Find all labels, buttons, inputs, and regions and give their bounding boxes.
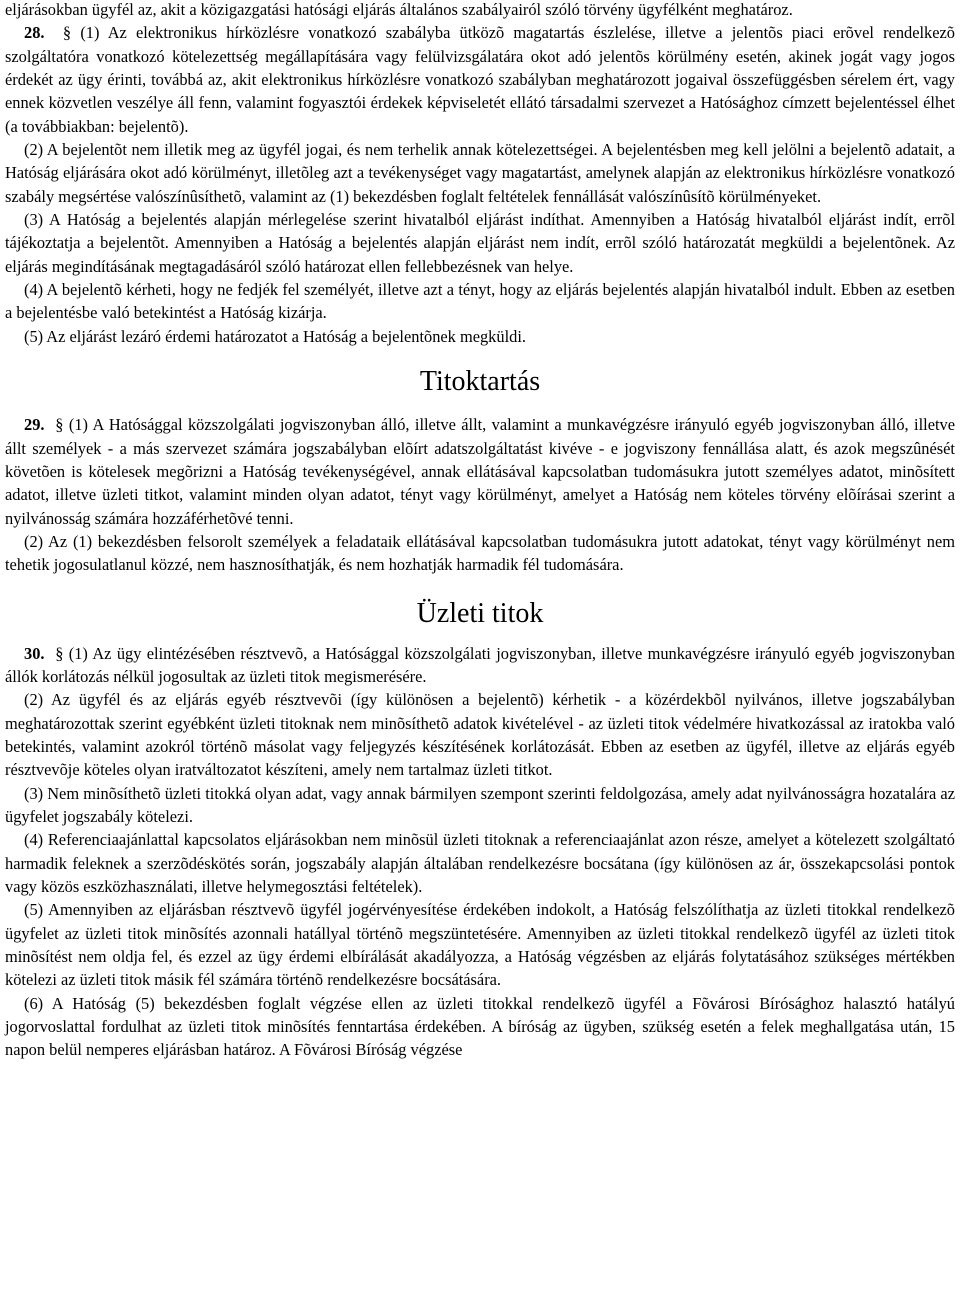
- section-sign: §: [55, 643, 64, 663]
- heading-uzleti-titok: Üzleti titok: [416, 597, 544, 629]
- section-28-paragraph-1: [5, 21, 955, 138]
- section-30-paragraph-4: (4) Referenciaajánlattal kapcsolatos eljárásokban nem minõsül üzleti titoknak a referenciaajánlat azon része, amelyet a kötelezett szolgáltató harmadik feleknek a szerzõdéskötés során, jogszabály alapján általában rendelkezésre bocsátana (így különösen az ár, összekapcsolási pontok vagy közös eszközhasználati, illetve helymegosztási feltételek).: [5, 830, 955, 896]
- section-number: 30.: [24, 643, 45, 663]
- section-number: 29.: [24, 415, 45, 435]
- heading-titoktartas: Titoktartás: [419, 366, 541, 398]
- section-30-paragraph-1: [5, 642, 955, 689]
- section-29-paragraph-1: [5, 413, 955, 530]
- paragraph-text: (1) Az elektronikus hírközlésre vonatkozó szabályba ütközõ magatartás észlelése, illetve a jelentõs piaci erõvel rendelkezõ szolgáltatóra vonatkozó kötelezettség megállapítására vagy felülvizsgálatára okot adó jelentõs körülmény esetén, akinek jogát vagy jogos érdekét az ügy érinti, továbbá az, akit elektronikus hírközlésre vonatkozó szabályban meghatározott jogaival összefüggésben sérelem ért, vagy ennek közvetlen veszélye áll fenn, valamint fogyasztói érdekek képviseletét ellátó társadalmi szervezet a Hatósághoz címzett bejelentéssel élhet (a továbbiakban: bejelentõ).: [5, 23, 955, 136]
- section-30-paragraph-3: (3) Nem minõsíthetõ üzleti titokká olyan adat, vagy annak bármilyen szempont szerinti feldolgozása, amely adat nyilvánosságra hozatalára az ügyfelet jogszabály kötelezi.: [5, 783, 955, 826]
- section-30-paragraph-6: (6) A Hatóság (5) bekezdésben foglalt végzése ellen az üzleti titokkal rendelkezõ ügyfél a Fõvárosi Bírósághoz halasztó hatályú jogorvoslattal fordulhat az üzleti titok minõsítés fenntartása érdekében. A bíróság az ügyben, szükség esetén a felek meghallgatása után, 15 napon belül nemperes eljárásban határoz. A Fõvárosi Bíróság végzése: [5, 993, 955, 1060]
- section-29-paragraph-2: (2) Az (1) bekezdésben felsorolt személyek a feladataik ellátásával kapcsolatban tudomásukra jutott adatokat, tényt vagy körülményt nem tehetik jogosulatlanul közzé, nem hasznosíthatják, és nem hozhatják harmadik fél tudomására.: [5, 531, 955, 575]
- section-28-paragraph-4: (4) A bejelentõ kérheti, hogy ne fedjék fel személyét, illetve azt a tényt, hogy az eljárás bejelentés alapján hivatalból indult. Ebben az esetben a bejelentésbe való betekintést a Hatóság kizárja.: [5, 280, 955, 323]
- section-28-paragraph-3: (3) A Hatóság a bejelentés alapján mérlegelése szerint hivatalból eljárást indíthat. Amennyiben a Hatóság hivatalból eljárást indít, errõl tájékoztatja a bejelentõt. Amennyiben a Hatóság a bejelentés alapján eljárást nem indít, errõl szóló határozatát megküldi a bejelentõnek. Az eljárás megindításának megtagadásáról szóló határozat ellen fellebbezésnek van helye.: [5, 210, 955, 276]
- section-number: 28.: [24, 23, 45, 43]
- section-30-paragraph-2: (2) Az ügyfél és az eljárás egyéb résztvevõi (így különösen a bejelentõ) kérhetik - a közérdekbõl nyilvános, illetve jogszabályban meghatározottak szerint egyébként üzleti titoknak nem minõsíthetõ adatok kivételével - az üzleti titok védelmére hivatkozással az iratokba való betekintés, valamint azokról történõ másolat vagy feljegyzés készítésének korlátozását. Ebben az esetben az ügyfél, illetve az eljárás egyéb résztvevõje köteles olyan iratváltozatot készíteni, amely nem tartalmaz üzleti titkot.: [5, 690, 955, 780]
- paragraph-intro: eljárásokban ügyfél az, akit a közigazgatási hatósági eljárás általános szabályairól szóló törvény ügyfélként meghatároz.: [5, 0, 793, 19]
- paragraph-text: (1) Az ügy elintézésében résztvevõ, a Hatósággal közszolgálati jogviszonyban, illetve munkavégzésre irányuló egyéb jogviszonyban állók korlátozás nélkül jogosultak az üzleti titok megismerésére.: [5, 643, 955, 686]
- section-sign: §: [62, 23, 72, 43]
- section-28-paragraph-2: (2) A bejelentõt nem illetik meg az ügyfél jogai, és nem terhelik annak kötelezettségei. A bejelentésben meg kell jelölni a bejelentõ adatait, a Hatóság eljárására okot adó körülményt, illetõleg azt a tevékenységet vagy magatartást, amelynek alapján az elektronikus hírközlésre vonatkozó szabály megsértése valószínûsíthetõ, valamint az (1) bekezdésben foglalt feltételek fennállását valószínûsítõ körülményeket.: [5, 140, 955, 206]
- paragraph-text: (1) A Hatósággal közszolgálati jogviszonyban álló, illetve állt, valamint a munkavégzésre irányuló egyéb jogviszonyban álló, illetve állt személyek - a más szervezet számára jogszabályban elõírt adatszolgáltatást kivéve - e jogviszony fennállása alatt, és azok megszûnését követõen is kötelesek megõrizni a Hatóság tevékenységével, annak ellátásával kapcsolatban tudomásukra jutott személyes adatot, minõsített adatot, illetve üzleti titkot, valamint minden olyan adatot, tényt vagy körülményt, amelyet a Hatóság nem köteles törvény elõírásai szerint a nyilvánosság számára hozzáférhetõvé tenni.: [5, 415, 955, 528]
- section-30-paragraph-5: (5) Amennyiben az eljárásban résztvevõ ügyfél jogérvényesítése érdekében indokolt, a Hatóság felszólíthatja az üzleti titokkal rendelkezõ ügyfelet az üzleti titok minõsítés azonnali hatállyal történõ megszüntetésére. Amennyiben az üzleti titokkal rendelkezõ ügyfél az üzleti titok minõsítést nem oldja fel, és ezzel az ügy érdemi elbírálását akadályozza, a Hatóság végzésben az eljárás folytatásához szükséges mértékben kötelezi az üzleti titok másik fél számára történõ rendelkezésre bocsátására.: [5, 900, 955, 990]
- section-sign: §: [55, 415, 64, 435]
- section-28-paragraph-5: (5) Az eljárást lezáró érdemi határozatot a Hatóság a bejelentõnek megküldi.: [24, 326, 526, 346]
